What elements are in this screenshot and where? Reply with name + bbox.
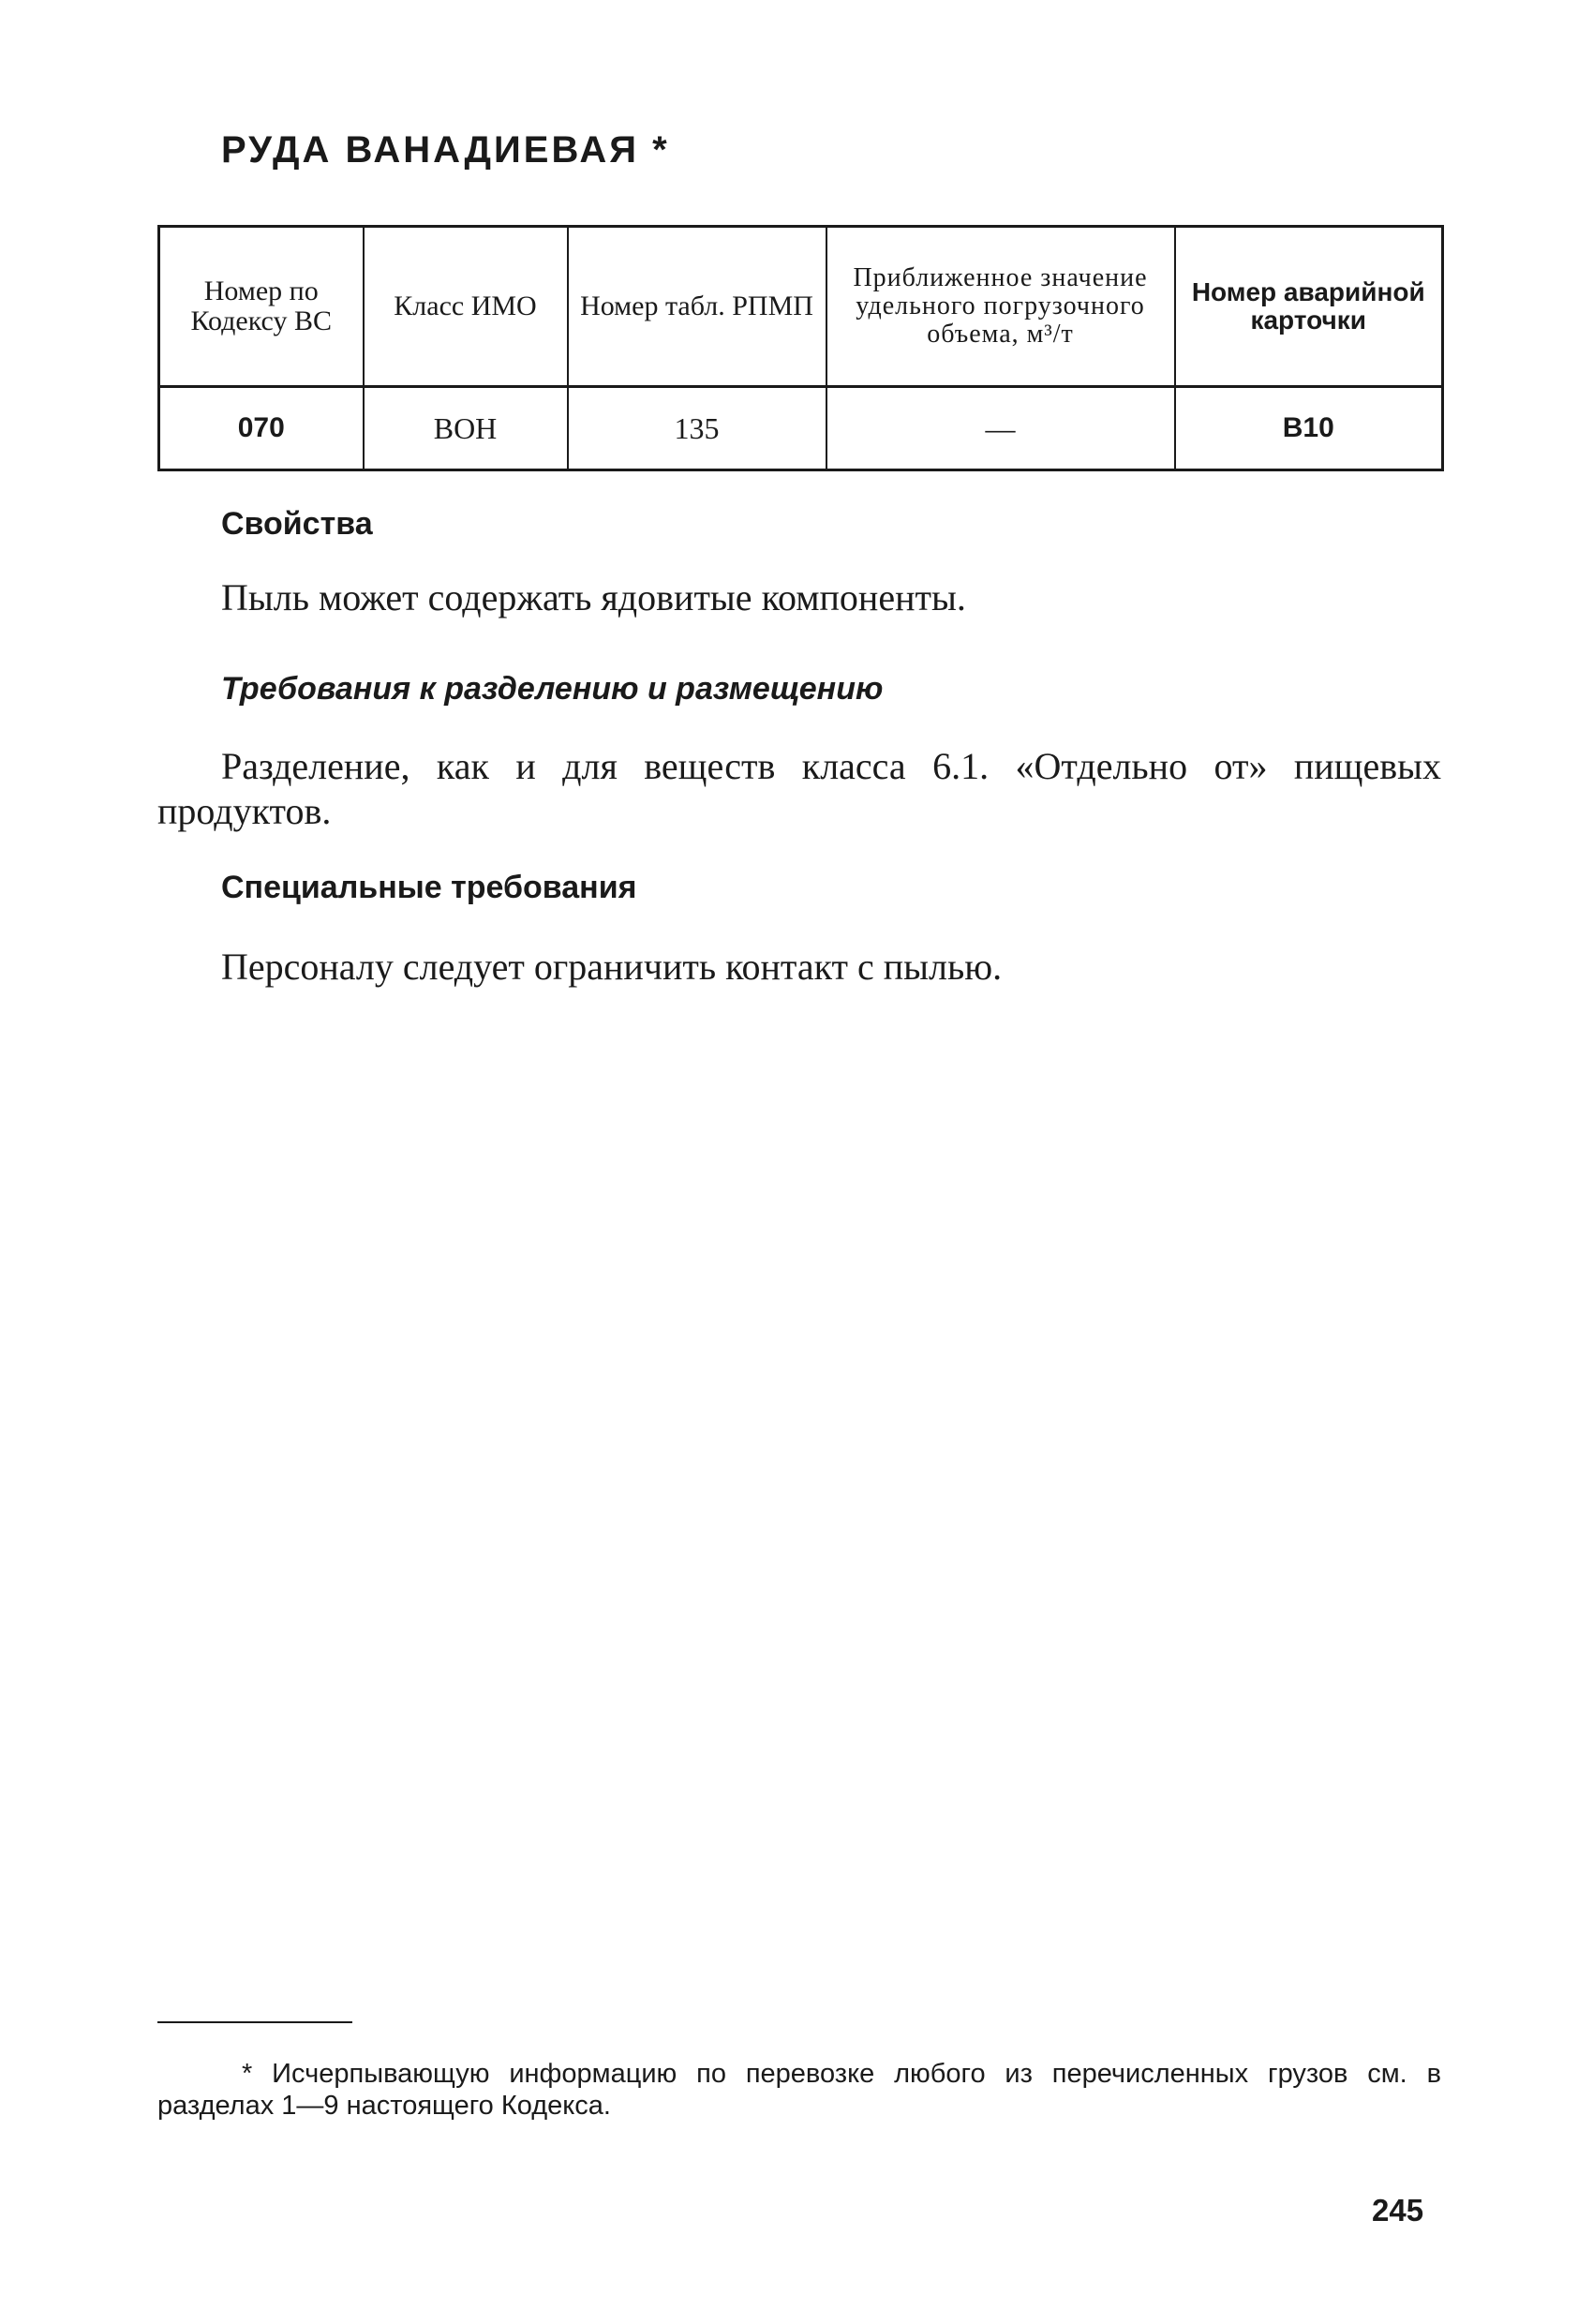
header-imo-class: Класс ИМО [364, 227, 568, 387]
section-heading-segregation: Требования к разделению и размещению [221, 671, 884, 707]
section-text-segregation: Разделение, как и для веществ класса 6.1. «Отдельно от» пищевых продуктов. [157, 745, 1441, 832]
header-emergency-card: Номер аварийной карточки [1175, 227, 1443, 387]
section-heading-special: Специальные требования [221, 870, 637, 905]
cell-table-number: 135 [568, 387, 826, 470]
header-code-number: Номер по Кодексу ВС [159, 227, 364, 387]
section-heading-properties: Свойства [221, 506, 373, 542]
section-text-properties: Пыль может содержать ядовитые компоненты. [221, 576, 966, 618]
footnote-text: * Исчерпывающую информацию по перевозке любого из перечисленных грузов см. в разделах 1—9 настоящего Кодекса. [157, 2059, 1441, 2121]
cell-code-number: 070 [159, 387, 364, 470]
header-table-number: Номер табл. РПМП [568, 227, 826, 387]
table-header-row [159, 227, 1443, 387]
section-text-special: Персоналу следует ограничить контакт с пылью. [221, 946, 1003, 988]
table-row [159, 387, 1443, 470]
cargo-info-table [157, 225, 1444, 471]
cell-stowage-factor: — [826, 387, 1175, 470]
page-title: РУДА ВАНАДИЕВАЯ * [221, 129, 670, 171]
page-number: 245 [1372, 2193, 1424, 2227]
footnote-divider [157, 2021, 352, 2023]
cell-imo-class: ВОН [364, 387, 568, 470]
footnote [157, 2058, 1441, 2122]
header-stowage-factor: Приближенное значение удельного погрузочного объема, м³/т [826, 227, 1175, 387]
cell-emergency-card: В10 [1175, 387, 1443, 470]
